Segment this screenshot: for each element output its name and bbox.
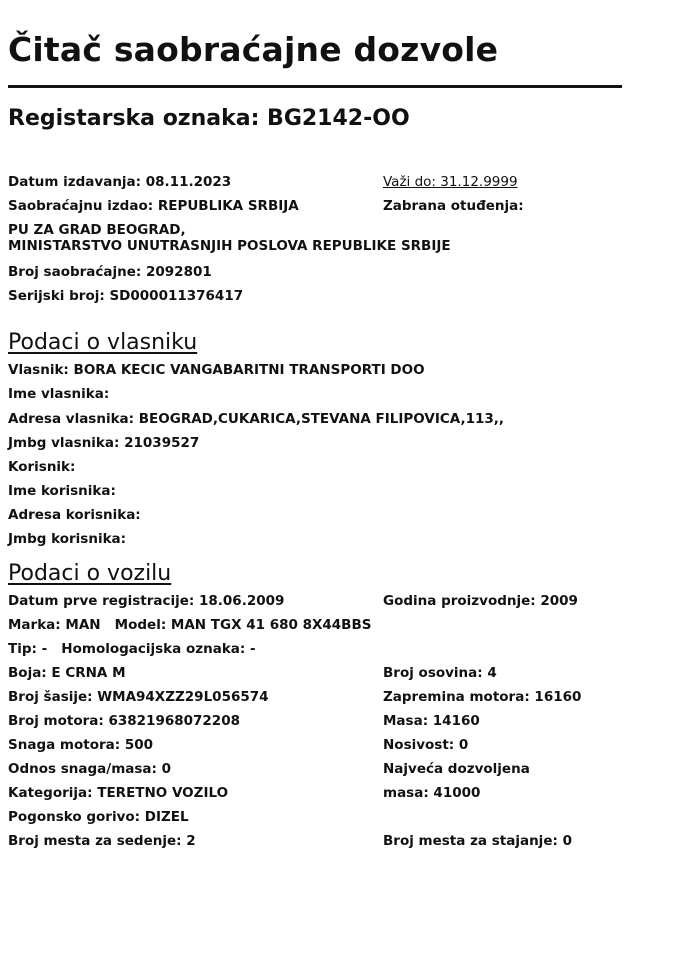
issued-by: Saobraćajnu izdao: REPUBLIKA SRBIJA [8,198,299,214]
page-title: Čitač saobraćajne dozvole [8,30,499,69]
seats: Broj mesta za sedenje: 2 [8,833,196,849]
production-year: Godina proizvodnje: 2009 [383,593,578,609]
user-jmbg: Jmbg korisnika: [8,531,127,547]
license-number: Broj saobraćajne: 2092801 [8,264,212,280]
engine-power: Snaga motora: 500 [8,737,154,753]
owner-section-heading: Podaci o vlasniku [8,330,198,355]
registration-heading: Registarska oznaka: BG2142-OO [8,106,410,131]
engine-volume: Zapremina motora: 16160 [383,689,582,705]
max-allowed-mass-label: Najveća dozvoljena [383,761,530,777]
chassis-number: Broj šasije: WMA94XZZ29L056574 [8,689,269,705]
first-registration: Datum prve registracije: 18.06.2009 [8,593,285,609]
type-homologation: Tip: - Homologacijska oznaka: - [8,641,256,657]
color: Boja: E CRNA M [8,665,126,681]
max-allowed-mass-value: masa: 41000 [383,785,481,801]
vehicle-section-heading: Podaci o vozilu [8,561,172,586]
power-mass-ratio: Odnos snaga/masa: 0 [8,761,172,777]
serial-number: Serijski broj: SD000011376417 [8,288,244,304]
category: Kategorija: TERETNO VOZILO [8,785,229,801]
title-divider [8,85,622,88]
mass: Masa: 14160 [383,713,480,729]
valid-until: Važi do: 31.12.9999 [383,174,518,190]
alienation-ban: Zabrana otuđenja: [383,198,524,214]
owner-name: Ime vlasnika: [8,386,110,402]
user: Korisnik: [8,459,76,475]
user-address: Adresa korisnika: [8,507,141,523]
owner-address: Adresa vlasnika: BEOGRAD,CUKARICA,STEVANA FILIPOVICA,113,, [8,411,505,427]
user-name: Ime korisnika: [8,483,116,499]
fuel: Pogonsko gorivo: DIZEL [8,809,189,825]
engine-number: Broj motora: 63821968072208 [8,713,240,729]
standing-places: Broj mesta za stajanje: 0 [383,833,572,849]
issuer-line-2: MINISTARSTVO UNUTRASNJIH POSLOVA REPUBLIKE SRBIJE [8,238,451,254]
owner: Vlasnik: BORA KECIC VANGABARITNI TRANSPORTI DOO [8,362,425,378]
make-model: Marka: MAN Model: MAN TGX 41 680 8X44BBS [8,617,372,633]
issuer-block [8,222,451,254]
issue-date: Datum izdavanja: 08.11.2023 [8,174,232,190]
load-capacity: Nosivost: 0 [383,737,469,753]
axles: Broj osovina: 4 [383,665,497,681]
owner-jmbg: Jmbg vlasnika: 21039527 [8,435,200,451]
issuer-line-1: PU ZA GRAD BEOGRAD, [8,222,186,238]
